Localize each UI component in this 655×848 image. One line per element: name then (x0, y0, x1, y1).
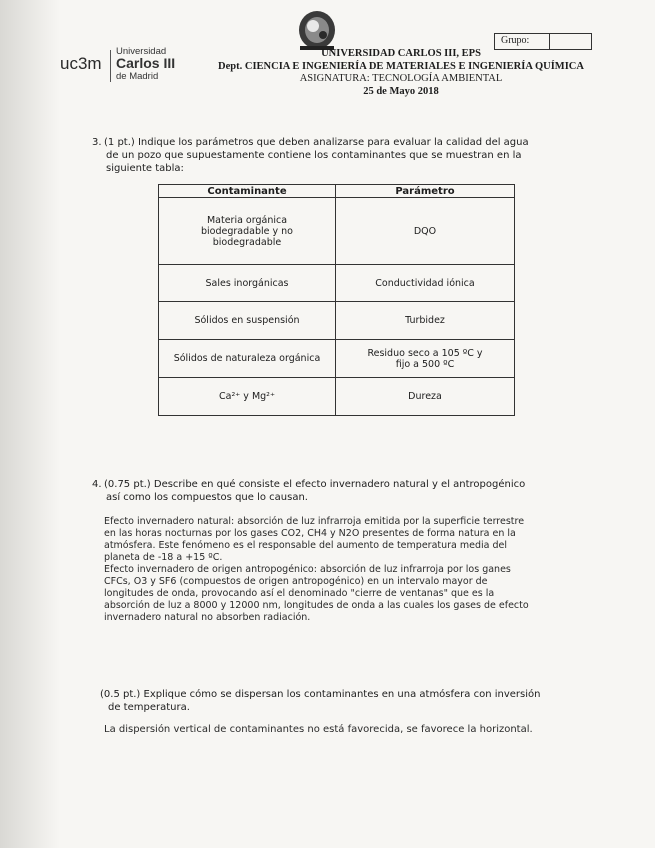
answer-line: absorción de luz a 8000 y 12000 nm, longitudes de onda a las cuales los gases de efecto (104, 600, 529, 611)
answer-line: en las horas nocturnas por los gases CO2, CH4 y N2O presentes de forma natura en la (104, 528, 516, 539)
cell-parameter (336, 302, 515, 340)
cell-text: Ca²⁺ y Mg²⁺ (219, 391, 275, 402)
question-4-number: 4. (92, 479, 102, 490)
header-subject: ASIGNATURA: TECNOLOGÍA AMBIENTAL (299, 73, 503, 84)
question-5-line: de temperatura. (108, 702, 190, 713)
logo-uc3m-text: uc3m (60, 54, 102, 73)
cell-contaminant (159, 340, 336, 378)
header-department: Dept. CIENCIA E INGENIERÍA DE MATERIALES E INGENIERÍA QUÍMICA (218, 60, 584, 72)
question-3-line: de un pozo que supuestamente contiene los contaminantes que se muestran en la (106, 150, 522, 161)
question-4-line: así como los compuestos que lo causan. (106, 492, 308, 503)
logo-line-1: Universidad (116, 46, 167, 57)
cell-contaminant (159, 378, 336, 416)
logo-line-2: Carlos III (116, 55, 176, 71)
answer-line: La dispersión vertical de contaminantes no está favorecida, se favorece la horizontal. (104, 724, 533, 735)
logo-line-3: de Madrid (116, 71, 159, 82)
grupo-divider (549, 34, 550, 49)
cell-text: biodegradable y no (201, 225, 293, 237)
cell-text: Residuo seco a 105 ºC y (367, 347, 483, 359)
cell-text: fijo a 500 ºC (395, 358, 455, 370)
answer-line: planeta de -18 a +15 ºC. (104, 552, 223, 563)
question-3-line: (1 pt.) Indique los parámetros que deben analizarse para evaluar la calidad del agua (104, 137, 529, 148)
answer-line: atmósfera. Este fenómeno es el responsable del aumento de temperatura media del (104, 540, 508, 551)
cell-parameter (336, 198, 515, 265)
cell-contaminant (159, 198, 336, 265)
logo-separator (110, 50, 111, 82)
cell-text: Sólidos en suspensión (194, 315, 300, 326)
answer-line: invernadero natural no absorben radiación. (104, 612, 311, 623)
question-4-line: (0.75 pt.) Describe en qué consiste el efecto invernadero natural y el antropogénico (104, 479, 526, 490)
answer-line: Efecto invernadero de origen antropogénico: absorción de luz infrarroja por los ganes (104, 564, 511, 575)
table-row (159, 265, 515, 302)
cell-text: Sólidos de naturaleza orgánica (173, 353, 321, 364)
cell-text: Dureza (408, 391, 442, 402)
question-5-answer (104, 724, 533, 736)
table-header-row (159, 185, 515, 198)
table-row (159, 340, 515, 378)
table-row (159, 198, 515, 265)
answer-line: Efecto invernadero natural: absorción de luz infrarroja emitida por la superficie terrestre (104, 516, 525, 527)
question-4-text (104, 478, 525, 504)
column-header-parametro: Parámetro (336, 185, 515, 198)
question-4-answer (104, 516, 529, 624)
answer-line: CFCs, O3 y SF6 (compuestos de origen antropogénico) en un intervalo mayor de (104, 576, 488, 587)
contaminant-table (158, 184, 515, 416)
university-seal-icon (296, 8, 338, 52)
cell-parameter (336, 378, 515, 416)
cell-text: Materia orgánica (206, 214, 288, 226)
cell-parameter (336, 340, 515, 378)
cell-parameter (336, 265, 515, 302)
column-header-contaminante: Contaminante (159, 185, 336, 198)
answer-line: longitudes de onda, provocando así el denominado "cierre de ventanas" que es la (104, 588, 495, 599)
question-5-text (100, 688, 540, 714)
question-3-text (104, 136, 529, 175)
question-3-line: siguiente tabla: (106, 163, 184, 174)
page-shadow (0, 0, 60, 848)
table-row (159, 378, 515, 416)
cell-text: biodegradable (212, 236, 282, 248)
cell-text: Conductividad iónica (375, 277, 475, 289)
question-3-number: 3. (92, 137, 102, 148)
cell-text: DQO (413, 225, 437, 237)
header-university: UNIVERSIDAD CARLOS III, EPS (321, 48, 481, 59)
question-5-line: (0.5 pt.) Explique cómo se dispersan los contaminantes en una atmósfera con inversión (100, 689, 541, 700)
table-row (159, 302, 515, 340)
cell-contaminant (159, 302, 336, 340)
cell-text: Sales inorgánicas (205, 277, 289, 289)
header-date: 25 de Mayo 2018 (363, 85, 439, 97)
exam-header (196, 48, 606, 98)
cell-contaminant (159, 265, 336, 302)
cell-text: Turbidez (405, 315, 445, 326)
grupo-label: Grupo: (501, 35, 530, 46)
